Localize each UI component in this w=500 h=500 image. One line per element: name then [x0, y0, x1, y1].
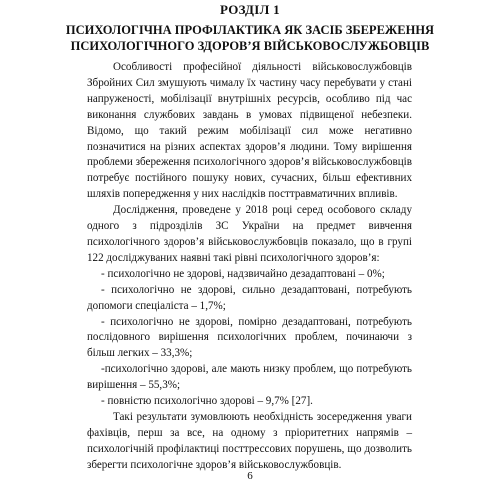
section-title [60, 22, 440, 54]
list-item: - психологічно не здорові, сильно дезадаптовані, потребують допомоги спеціаліста – 1,7%; [87, 283, 412, 312]
list-item: - психологічно не здорові, помірно дезадаптовані, потребують послідовного вирішення психологічних проблем, починаючи з більш легких – 33,3%; [87, 315, 412, 360]
section-title-line-1: ПСИХОЛОГІЧНА ПРОФІЛАКТИКА ЯК ЗАСІБ ЗБЕРЕЖЕННЯ [65, 23, 435, 37]
chapter-heading: РОЗДІЛ 1 [220, 2, 280, 17]
paragraph-3: Такі результати зумовлюють необхідність зосередження уваги фахівців, перш за все, на одному з пріоритетних напрямів – психологічній профілактиці посттрессових порушень, що дозволить зберегти психологічне здоров’я військовослужбовців. [87, 410, 412, 471]
paragraph-2: Дослідження, проведене у 2018 році серед особового складу одного з підрозділів ЗС України на предмет вивчення психологічного здоров’я військовослужбовців показало, що в групі 122 досліджуваних наявні такі рівні психологічного здоров’я: [87, 204, 412, 264]
page-number: 6 [247, 470, 253, 482]
section-title-line-2: ПСИХОЛОГІЧНОГО ЗДОРОВ’Я ВІЙСЬКОВОСЛУЖБОВЦІВ [70, 39, 430, 53]
body-text [87, 60, 412, 474]
list-item: -психологічно здорові, але мають низку проблем, що потребують вирішення – 55,3%; [87, 363, 412, 392]
paragraph-1: Особливості професійної діяльності військовослужбовців Збройних Сил змушують чималу їх частину часу перебувати у стані напруженості, мобілізації внутрішніх ресурсів, особливо під час виконання службових завдань в умовах підвищеної небезпеки. Відомо, що такий режим мобілізації сил може негативно позначитися на різних аспектах здоров’я людини. Тому вирішення проблеми збереження психологічного здоров’я військовослужбовців потребує постійного пошуку нових, сучасних, більш ефективних шляхів попередження у них наслідків посттравматичних впливів. [87, 61, 412, 201]
list-item: - повністю психологічно здорові – 9,7% [27]. [101, 395, 313, 408]
list-item: - психологічно не здорові, надзвичайно дезадаптовані – 0%; [101, 267, 385, 280]
